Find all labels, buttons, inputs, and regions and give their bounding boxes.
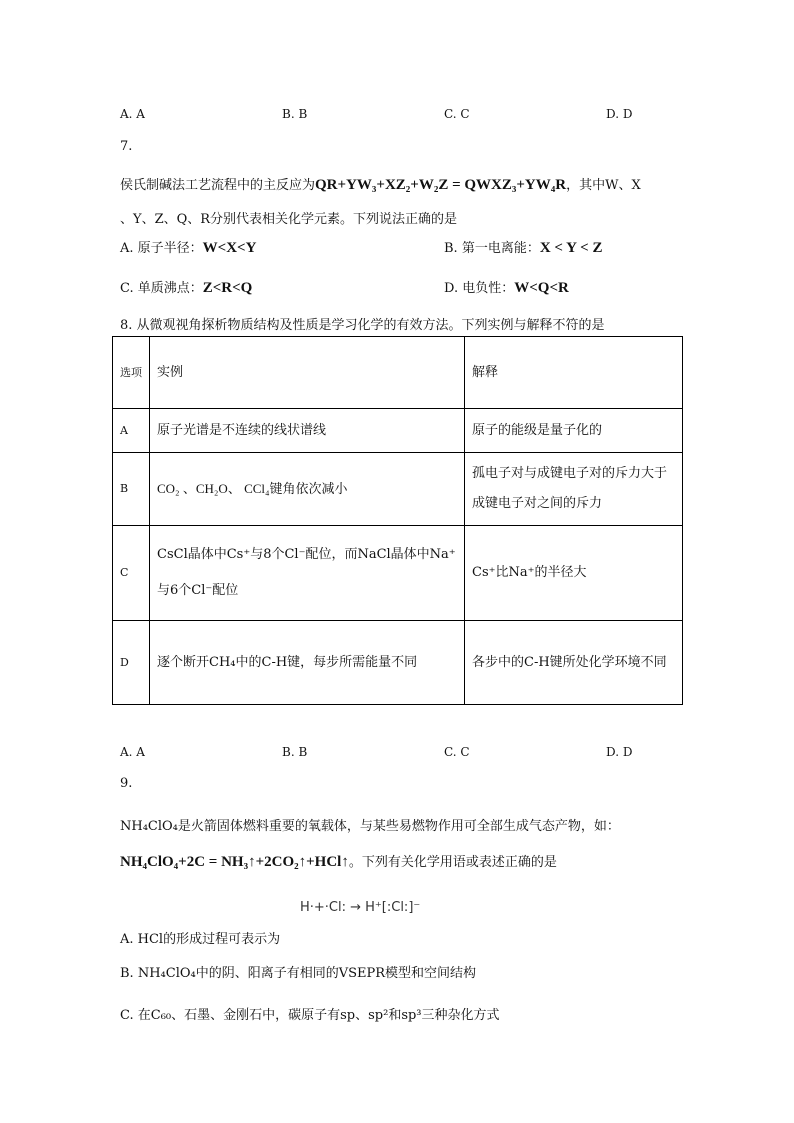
q7-stem-prefix: 侯氏制碱法工艺流程中的主反应为 [120, 178, 316, 193]
q7-stem-suffix: ，其中W、X [566, 178, 641, 193]
table-row: B CO₂ 、CH₂O、 CCl₄键角依次减小 孤电子对与成键电子对的斥力大于成键电子对之间的斥力 [113, 453, 683, 526]
q7-equation: QR+YW₃+XZ₂+W₂Z = QWXZ₃+YW₄R [315, 177, 567, 193]
q6-option-c: C. C [444, 107, 470, 121]
q7-option-d-formula: W<Q<R [514, 280, 569, 296]
q9-number: 9. [120, 776, 133, 791]
q6-option-d: D. D [606, 107, 633, 121]
header-option: 选项 [113, 337, 150, 409]
q7-number: 7. [120, 139, 133, 154]
q8-option-d: D. D [606, 745, 633, 759]
q8-option-c: C. C [444, 745, 470, 759]
q7-option-b: B. 第一电离能：X < Y < Z [444, 240, 603, 256]
table-row: D 逐个断开CH₄中的C-H键，每步所需能量不同 各步中的C-H键所处化学环境不同 [113, 621, 683, 705]
q7-option-a-formula: W<X<Y [202, 240, 257, 256]
header-example: 实例 [150, 337, 465, 409]
q6-option-b: B. B [282, 107, 308, 121]
q9-option-c: C. 在C₆₀、石墨、金刚石中，碳原子有sp、sp²和sp³三种杂化方式 [120, 1008, 500, 1023]
q9-equation: NH₄ClO₄+2C = NH₃↑+2CO₂↑+HCl↑ [120, 854, 349, 870]
hcl-formation-diagram: H·+·Cl: → H⁺[:Cl:]⁻ [300, 900, 421, 915]
q7-option-c: C. 单质沸点：Z<R<Q [120, 280, 253, 296]
q6-option-a: A. A [120, 107, 145, 121]
q9-option-b: B. NH₄ClO₄中的阴、阳离子有相同的VSEPR模型和空间结构 [120, 966, 477, 981]
q7-option-d: D. 电负性：W<Q<R [444, 280, 569, 296]
q8-stem: 8. 从微观视角探析物质结构及性质是学习化学的有效方法。下列实例与解释不符的是 [120, 318, 605, 333]
q7-stem-line1 [120, 174, 641, 194]
table-row: C CsCl晶体中Cs⁺与8个Cl⁻配位，而NaCl晶体中Na⁺与6个Cl⁻配位 Cs⁺比Na⁺的半径大 [113, 526, 683, 621]
q9-line1: NH₄ClO₄是火箭固体燃料重要的氧载体，与某些易燃物作用可全部生成气态产物，如： [120, 819, 620, 834]
q8-option-a: A. A [120, 745, 145, 759]
table-row: A 原子光谱是不连续的线状谱线 原子的能级是量子化的 [113, 409, 683, 453]
header-explanation: 解释 [465, 337, 683, 409]
q9-option-a: A. HCl的形成过程可表示为 [120, 932, 281, 947]
q9-line2-suffix: 。下列有关化学用语或表述正确的是 [348, 855, 557, 870]
q8-table [112, 336, 683, 705]
q7-option-c-formula: Z<R<Q [202, 280, 253, 296]
q7-stem-line2: 、Y、Z、Q、R分别代表相关化学元素。下列说法正确的是 [120, 212, 458, 227]
table-header-row [113, 337, 683, 409]
q9-line2 [120, 851, 557, 871]
q7-option-b-formula: X < Y < Z [539, 240, 603, 256]
q7-option-a: A. 原子半径：W<X<Y [120, 240, 257, 256]
q8-option-b: B. B [282, 745, 308, 759]
